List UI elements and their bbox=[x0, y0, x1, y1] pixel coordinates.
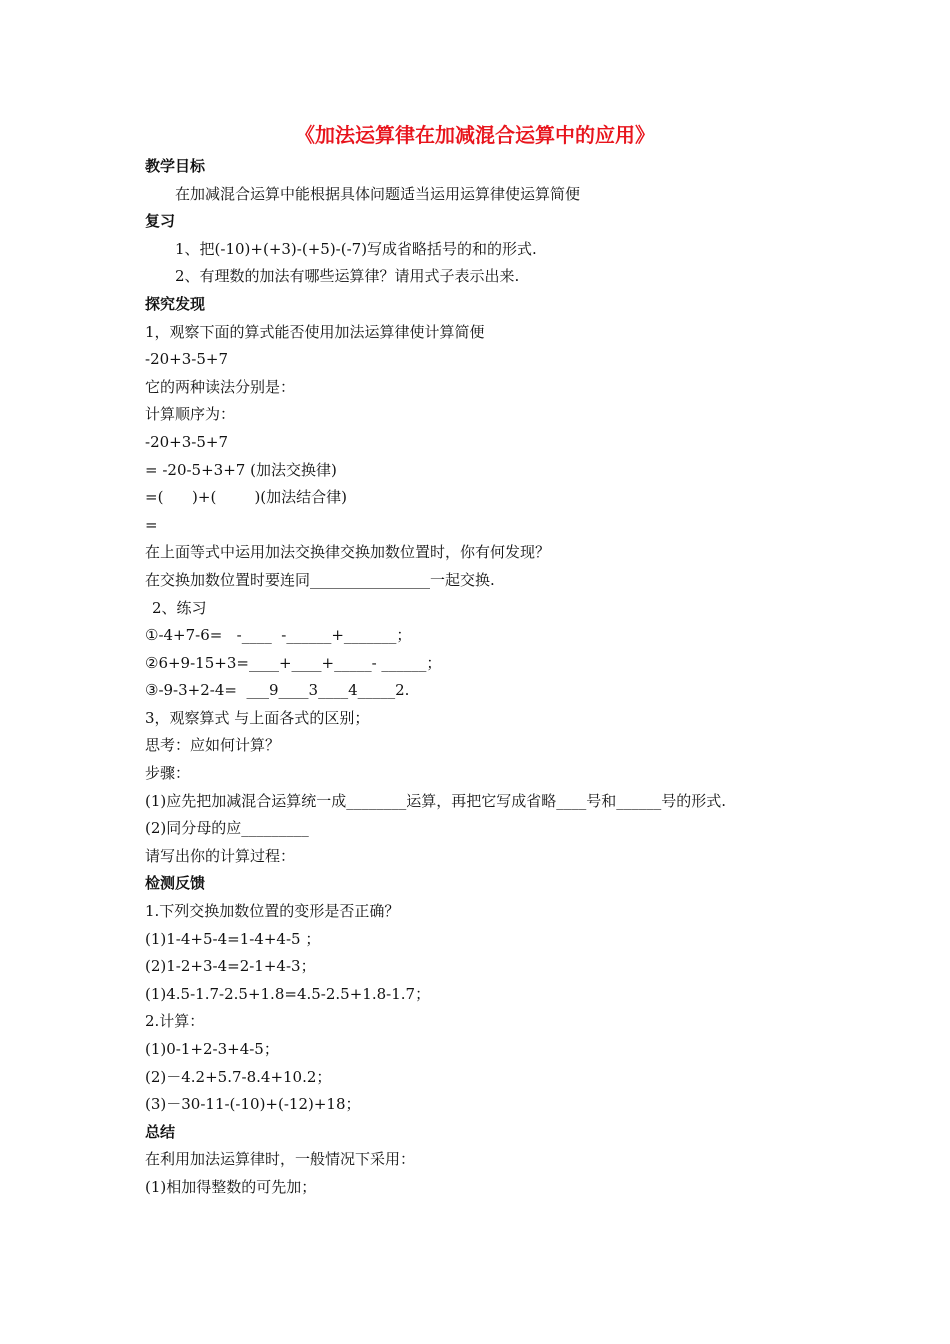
text-line: (1)4.5-1.7-2.5+1.8=4.5-2.5+1.8-1.7； bbox=[145, 984, 431, 1003]
indented-paragraph: 2、有理数的加法有哪些运算律？请用式子表示出来. bbox=[175, 267, 520, 286]
text-line: (1)应先把加减混合运算统一成________运算，再把它写成省略____号和______号的形式. bbox=[145, 791, 727, 810]
text-line: ②6+9-15+3=____+____+_____- ______； bbox=[145, 653, 442, 672]
text-line: (3)－30-11-(-10)+(-12)+18； bbox=[145, 1095, 361, 1114]
text-line: -20+3-5+7 bbox=[145, 350, 228, 369]
text-line: 1.下列交换加数位置的变形是否正确？ bbox=[145, 902, 400, 921]
text-line: (1)1-4+5-4=1-4+4-5 ； bbox=[145, 929, 321, 948]
subsection-label: 2、练习 bbox=[152, 598, 207, 617]
text-line: = -20-5+3+7 (加法交换律) bbox=[145, 460, 337, 479]
text-line: (2)1-2+3-4=2-1+4-3； bbox=[145, 957, 316, 976]
section-heading: 复习 bbox=[145, 212, 176, 231]
section-heading: 检测反馈 bbox=[145, 874, 206, 893]
text-line: (1)相加得整数的可先加； bbox=[145, 1177, 317, 1196]
text-line: 在上面等式中运用加法交换律交换加数位置时，你有何发现？ bbox=[145, 543, 551, 562]
text-line: -20+3-5+7 bbox=[145, 432, 228, 451]
document-body bbox=[145, 153, 865, 1202]
text-line: 1，观察下面的算式能否使用加法运算律使计算简便 bbox=[145, 322, 485, 341]
document-title: 《加法运算律在加减混合运算中的应用》 bbox=[295, 123, 655, 147]
text-line: 思考：应如何计算？ bbox=[145, 736, 281, 755]
text-line: ③-9-3+2-4= ___9____3____4_____2. bbox=[145, 681, 410, 700]
text-line: 在利用加法运算律时，一般情况下采用： bbox=[145, 1150, 416, 1169]
text-line: ①-4+7-6= -____ -______+_______； bbox=[145, 626, 412, 645]
text-line: 2.计算： bbox=[145, 1012, 205, 1031]
text-line: 3，观察算式 与上面各式的区别； bbox=[145, 708, 370, 727]
text-line: = bbox=[145, 515, 158, 534]
section-heading: 总结 bbox=[145, 1122, 176, 1141]
indented-paragraph: 在加减混合运算中能根据具体问题适当运用运算律使运算简便 bbox=[175, 184, 581, 203]
text-line: 它的两种读法分别是： bbox=[145, 377, 296, 396]
section-heading: 探究发现 bbox=[145, 294, 206, 313]
text-line: 步骤： bbox=[145, 764, 191, 783]
text-line: 请写出你的计算过程： bbox=[145, 846, 296, 865]
text-line: 在交换加数位置时要连同________________一起交换. bbox=[145, 570, 495, 589]
text-line: (2)－4.2+5.7-8.4+10.2； bbox=[145, 1067, 332, 1086]
indented-paragraph: 1、把(-10)+(+3)-(+5)-(-7)写成省略括号的和的形式. bbox=[175, 239, 537, 258]
text-line: (1)0-1+2-3+4-5； bbox=[145, 1040, 279, 1058]
text-line: =( )+( )(加法结合律) bbox=[145, 488, 348, 507]
text-line: (2)同分母的应_________ bbox=[145, 819, 309, 838]
section-heading: 教学目标 bbox=[145, 157, 206, 175]
text-line: 计算顺序为： bbox=[145, 405, 236, 424]
